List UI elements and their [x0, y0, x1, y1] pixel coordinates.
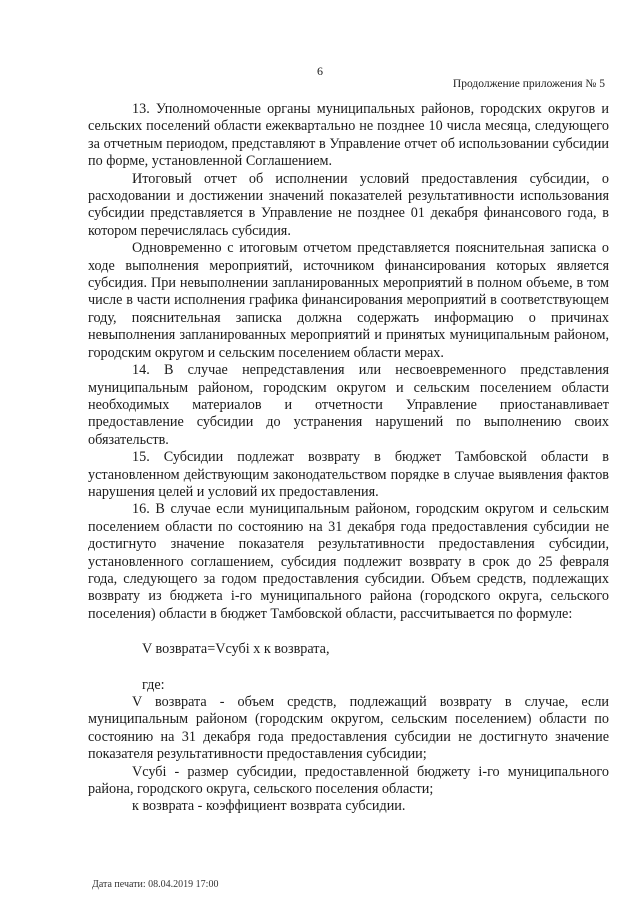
appendix-note: Продолжение приложения № 5 [452, 78, 605, 90]
paragraph-explanatory-note: Одновременно с итоговым отчетом представляется пояснительная записка о ходе выполнения мероприятий, источником финансирования которых является субсидия. При невыполнении запланированных мероприятий в полном объеме, в том числе в части исполнения графика финансирования мероприятий в соответствующем году, пояснительная записка должна содержать информацию о причинах невыполнения запланированных мероприятий и принятых муниципальным районом, городским округом и сельским поселением области мерах. [88, 240, 609, 361]
definition-k-return: к возврата - коэффициент возврата субсидии. [132, 798, 406, 815]
where-label: где: [142, 676, 165, 693]
page-number: 6 [317, 64, 323, 78]
formula: V возврата=Vсубi х к возврата, [142, 641, 330, 658]
paragraph-14: 14. В случае непредставления или несвоевременного представления муниципальным районом, городским округом и сельским поселением области необходимых материалов и отчетности Управление приостанавливает предоставление субсидии до устранения нарушений по выполнению своих обязательств. [88, 362, 609, 448]
definition-v-return: V возврата - объем средств, подлежащий возврату в случае, если муниципальным районом (городским округом, сельским поселением) области по состоянию на 31 декабря года предоставления субсидии не достигнуто значение показателя результативности предоставления субсидии; [88, 694, 609, 763]
paragraph-15: 15. Субсидии подлежат возврату в бюджет Тамбовской области в установленном действующим законодательством порядке в случае выявления фактов нарушения целей и условий их предоставления. [88, 449, 609, 500]
print-date: Дата печати: 08.04.2019 17:00 [92, 879, 219, 890]
paragraph-13: 13. Уполномоченные органы муниципальных районов, городских округов и сельских поселений области ежеквартально не позднее 10 числа месяца, следующего за отчетным периодом, представляют в Управление отчет об использовании субсидии по форме, установленной Соглашением. [88, 101, 609, 170]
paragraph-final-report: Итоговый отчет об исполнении условий предоставления субсидии, о расходовании и достижении значений показателей результативности использования субсидии представляется в Управление не позднее 01 декабря финансового года, в котором перечислялась субсидия. [88, 170, 609, 239]
definition-v-subsidy: Vсубi - размер субсидии, предоставленной бюджету i-го муниципального района, городского округа, сельского поселения области; [88, 763, 609, 798]
document-body [88, 101, 609, 816]
paragraph-16: 16. В случае если муниципальным районом, городским округом и сельским поселением области по состоянию на 31 декабря года предоставления субсидии не достигнуто значение показателя результативности предоставления субсидии, установленного соглашением, субсидия подлежит возврату в срок до 25 февраля года, следующего за годом предоставления субсидии. Объем средств, подлежащих возврату из бюджета i-го муниципального района (городского округа, сельского поселения) области в бюджет Тамбовской области, рассчитывается по формуле: [88, 501, 609, 622]
